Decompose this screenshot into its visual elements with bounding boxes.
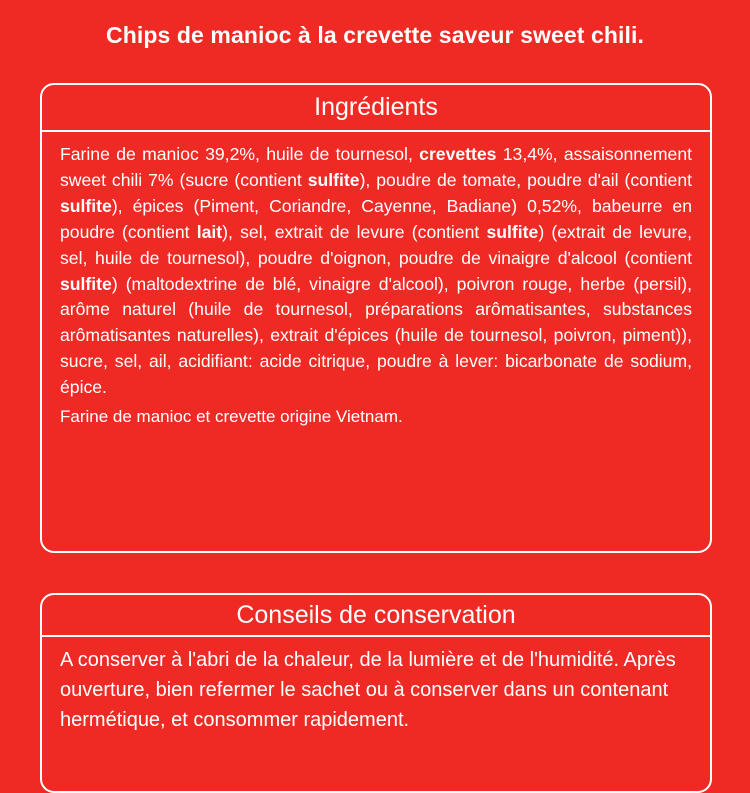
ingredient-segment: Farine de manioc 39,2%, huile de tournesol,: [60, 144, 420, 164]
allergen-highlight: sulfite: [60, 273, 112, 294]
allergen-highlight: lait: [196, 221, 223, 242]
origin-text: Farine de manioc et crevette origine Vietnam.: [60, 407, 403, 427]
allergen-highlight: sulfite: [307, 169, 360, 190]
ingredients-panel: [40, 83, 712, 553]
ingredient-segment: ), poudre de tomate, poudre d'ail (contient: [359, 169, 692, 190]
conservation-text: A conserver à l'abri de la chaleur, de la lumière et de l'humidité. Après ouverture, bien refermer le sachet ou à conserver dans un contenant hermétique, et consommer rapidement.: [60, 649, 676, 731]
conservation-heading: Conseils de conservation: [42, 595, 710, 637]
allergen-highlight: sulfite: [60, 195, 112, 216]
ingredient-segment: ), sel, extrait de levure (contient: [222, 221, 487, 242]
ingredient-segment: ), épices (Piment, Coriandre, Cayenne, Badiane) 0,52%, babeurre en poudre (contient: [60, 195, 692, 242]
ingredient-segment: ) (maltodextrine de blé, vinaigre d'alcool), poivron rouge, herbe (persil), arôme naturel (huile de tournesol, préparations arômatisantes, substances arômatisantes naturelles), extrait d'épices (huile de tournesol, poivron, piment)), sucre, sel, ail, acidifiant: acide citrique, poudre à lever: bicarbonate de sodium, épice.: [60, 273, 692, 398]
allergen-highlight: crevettes: [419, 144, 497, 164]
product-title: Chips de manioc à la crevette saveur sweet chili.: [106, 22, 644, 48]
allergen-highlight: sulfite: [486, 221, 539, 242]
ingredient-segment: 13,4%, assaisonnement sweet chili 7% (sucre (contient: [60, 144, 692, 190]
ingredient-segment: ) (extrait de levure, sel, huile de tournesol), poudre d'oignon, poudre de vinaigre d'alcool (contient: [60, 221, 692, 268]
ingredients-heading: Ingrédients: [42, 85, 710, 132]
ingredients-text: [42, 132, 710, 401]
conservation-panel: [40, 593, 712, 793]
